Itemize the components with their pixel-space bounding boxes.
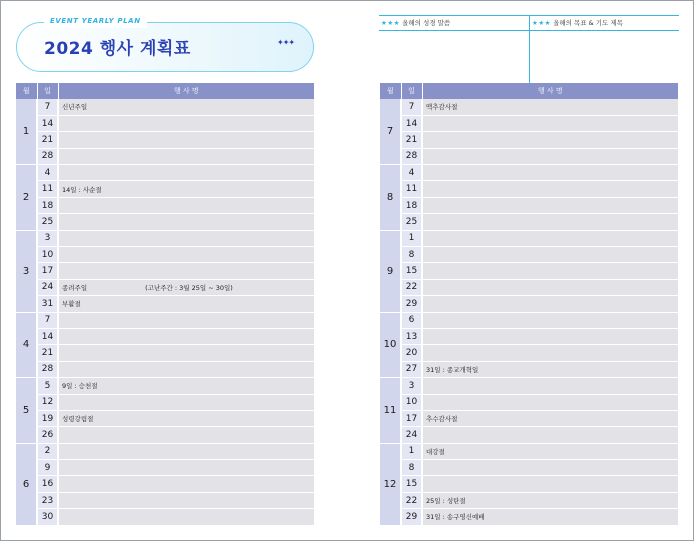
table-row <box>16 509 314 525</box>
event-cell <box>422 312 678 328</box>
day-cell: 11 <box>37 181 58 197</box>
table-row <box>380 132 678 148</box>
event-cell <box>422 132 678 148</box>
event-cell <box>422 230 678 246</box>
day-cell: 13 <box>401 328 422 344</box>
star-icon: ★★★ <box>381 19 400 27</box>
day-cell: 28 <box>401 148 422 164</box>
day-cell: 1 <box>401 230 422 246</box>
event-cell <box>58 312 314 328</box>
day-cell: 23 <box>37 492 58 508</box>
notes-box <box>379 15 679 83</box>
day-cell: 7 <box>37 312 58 328</box>
event-cell <box>422 115 678 131</box>
event-cell <box>58 181 314 197</box>
day-cell: 16 <box>37 476 58 492</box>
event-cell <box>58 509 314 525</box>
table-row <box>16 230 314 246</box>
month-cell: 9 <box>380 230 401 312</box>
event-cell <box>58 279 314 295</box>
day-cell: 4 <box>401 165 422 181</box>
event-name: 종려주일 <box>62 283 88 292</box>
event-table-right <box>380 83 678 526</box>
event-cell <box>422 165 678 181</box>
day-cell: 3 <box>401 378 422 394</box>
event-cell <box>58 410 314 426</box>
table-header-row <box>380 83 678 99</box>
day-cell: 20 <box>401 345 422 361</box>
day-cell: 12 <box>37 394 58 410</box>
day-cell: 4 <box>37 165 58 181</box>
event-cell <box>422 443 678 459</box>
month-cell: 2 <box>16 165 37 231</box>
event-cell <box>58 132 314 148</box>
event-cell <box>422 263 678 279</box>
event-cell <box>422 148 678 164</box>
month-cell: 8 <box>380 165 401 231</box>
table-row <box>380 263 678 279</box>
event-name: 성령강림절 <box>62 415 94 424</box>
table-row <box>380 312 678 328</box>
event-cell <box>422 378 678 394</box>
day-cell: 28 <box>37 361 58 377</box>
goals-prayer-heading <box>530 16 679 31</box>
day-cell: 8 <box>401 460 422 476</box>
table-row <box>380 115 678 131</box>
day-cell: 9 <box>37 460 58 476</box>
table-row <box>380 165 678 181</box>
month-header: 월 <box>380 83 401 99</box>
day-cell: 24 <box>401 427 422 443</box>
event-cell <box>58 460 314 476</box>
table-row <box>16 427 314 443</box>
day-cell: 26 <box>37 427 58 443</box>
day-cell: 6 <box>401 312 422 328</box>
event-cell <box>422 460 678 476</box>
table-row <box>16 296 314 312</box>
event-name: 맥추감사절 <box>426 103 458 112</box>
day-cell: 14 <box>37 328 58 344</box>
event-cell <box>58 263 314 279</box>
event-cell <box>422 296 678 312</box>
month-cell: 10 <box>380 312 401 378</box>
table-row <box>380 148 678 164</box>
table-row <box>16 443 314 459</box>
day-cell: 21 <box>401 132 422 148</box>
event-cell <box>58 247 314 263</box>
banner-caption: EVENT YEARLY PLAN <box>44 14 147 28</box>
day-cell: 15 <box>401 476 422 492</box>
month-cell: 5 <box>16 378 37 444</box>
table-row <box>16 214 314 230</box>
month-cell: 6 <box>16 443 37 525</box>
event-cell <box>422 361 678 377</box>
event-name: 부활절 <box>62 300 81 309</box>
goals-prayer-title: 올해의 목표 & 기도 제목 <box>553 19 623 27</box>
month-cell: 12 <box>380 443 401 525</box>
event-cell <box>58 99 314 115</box>
event-cell <box>58 115 314 131</box>
table-row <box>380 410 678 426</box>
day-cell: 3 <box>37 230 58 246</box>
day-cell: 7 <box>401 99 422 115</box>
day-cell: 15 <box>401 263 422 279</box>
table-row <box>16 328 314 344</box>
day-cell: 1 <box>401 443 422 459</box>
table-row <box>16 361 314 377</box>
day-header: 일 <box>37 83 58 99</box>
event-cell <box>422 427 678 443</box>
event-cell <box>58 214 314 230</box>
event-cell <box>422 99 678 115</box>
day-header: 일 <box>401 83 422 99</box>
event-cell <box>58 345 314 361</box>
table-row <box>380 214 678 230</box>
event-cell <box>58 361 314 377</box>
bible-verse-column <box>379 16 529 84</box>
event-table-left <box>16 83 314 526</box>
day-cell: 5 <box>37 378 58 394</box>
month-cell: 3 <box>16 230 37 312</box>
day-cell: 11 <box>401 181 422 197</box>
table-row <box>16 99 314 115</box>
star-icon: ★★★ <box>532 19 551 27</box>
event-cell <box>58 492 314 508</box>
table-row <box>380 345 678 361</box>
day-cell: 25 <box>401 214 422 230</box>
event-name: 14일 : 사순절 <box>62 185 102 194</box>
event-name: 신년주일 <box>62 103 88 112</box>
day-cell: 19 <box>37 410 58 426</box>
event-name: 9일 : 승천절 <box>62 382 98 391</box>
table-row <box>380 460 678 476</box>
table-row <box>16 492 314 508</box>
table-row <box>16 181 314 197</box>
event-cell <box>422 214 678 230</box>
event-cell <box>58 328 314 344</box>
day-cell: 14 <box>37 115 58 131</box>
day-cell: 30 <box>37 509 58 525</box>
page-title: 2024 행사 계획표 <box>44 39 191 59</box>
event-cell <box>422 328 678 344</box>
table-row <box>380 328 678 344</box>
month-header: 월 <box>16 83 37 99</box>
bible-verse-title: 올해의 성경 말씀 <box>402 19 451 27</box>
goals-prayer-column <box>529 16 679 84</box>
day-cell: 21 <box>37 345 58 361</box>
table-row <box>16 115 314 131</box>
event-cell <box>58 394 314 410</box>
day-cell: 8 <box>401 247 422 263</box>
day-cell: 22 <box>401 492 422 508</box>
event-name: 31일 : 종교개혁일 <box>426 365 479 374</box>
event-cell <box>422 345 678 361</box>
table-row <box>380 427 678 443</box>
event-cell <box>422 410 678 426</box>
sparkle-icon: ✦✦✦ <box>277 38 295 47</box>
table-row <box>16 279 314 295</box>
table-row <box>380 279 678 295</box>
month-cell: 11 <box>380 378 401 444</box>
table-row <box>380 509 678 525</box>
day-cell: 21 <box>37 132 58 148</box>
table-row <box>16 197 314 213</box>
event-name: 31일 : 송구영신예배 <box>426 513 485 522</box>
table-row <box>380 361 678 377</box>
day-cell: 17 <box>37 263 58 279</box>
table-row <box>380 378 678 394</box>
day-cell: 22 <box>401 279 422 295</box>
event-cell <box>58 197 314 213</box>
table-row <box>16 132 314 148</box>
table-row <box>380 99 678 115</box>
table-row <box>16 263 314 279</box>
event-cell <box>58 378 314 394</box>
table-row <box>16 165 314 181</box>
event-cell <box>58 296 314 312</box>
table-row <box>16 394 314 410</box>
table-row <box>16 378 314 394</box>
event-name: 25일 : 성탄절 <box>426 497 466 506</box>
table-row <box>380 492 678 508</box>
event-cell <box>422 509 678 525</box>
event-name: 추수감사절 <box>426 415 458 424</box>
day-cell: 29 <box>401 509 422 525</box>
day-cell: 28 <box>37 148 58 164</box>
day-cell: 18 <box>401 197 422 213</box>
table-row <box>16 148 314 164</box>
event-cell <box>58 148 314 164</box>
event-cell <box>58 427 314 443</box>
table-row <box>380 247 678 263</box>
event-header: 행 사 명 <box>422 83 678 99</box>
event-cell <box>58 476 314 492</box>
event-cell <box>422 197 678 213</box>
bible-verse-heading <box>379 16 529 31</box>
table-header-row <box>16 83 314 99</box>
event-cell <box>58 230 314 246</box>
month-cell: 4 <box>16 312 37 378</box>
table-row <box>16 345 314 361</box>
table-row <box>380 230 678 246</box>
day-cell: 18 <box>37 197 58 213</box>
month-cell: 1 <box>16 99 37 165</box>
table-row <box>16 312 314 328</box>
event-cell <box>422 492 678 508</box>
day-cell: 7 <box>37 99 58 115</box>
day-cell: 10 <box>37 247 58 263</box>
table-row <box>380 394 678 410</box>
day-cell: 14 <box>401 115 422 131</box>
day-cell: 27 <box>401 361 422 377</box>
event-note: (고난주간 : 3월 25일 ~ 30일) <box>145 283 233 292</box>
day-cell: 17 <box>401 410 422 426</box>
day-cell: 24 <box>37 279 58 295</box>
event-cell <box>58 165 314 181</box>
table-row <box>380 181 678 197</box>
event-cell <box>422 476 678 492</box>
table-row <box>380 476 678 492</box>
day-cell: 25 <box>37 214 58 230</box>
event-cell <box>422 394 678 410</box>
table-row <box>16 476 314 492</box>
table-row <box>380 443 678 459</box>
month-cell: 7 <box>380 99 401 165</box>
event-cell <box>422 247 678 263</box>
table-row <box>16 410 314 426</box>
day-cell: 10 <box>401 394 422 410</box>
table-row <box>16 247 314 263</box>
day-cell: 2 <box>37 443 58 459</box>
event-cell <box>422 279 678 295</box>
table-row <box>16 460 314 476</box>
day-cell: 29 <box>401 296 422 312</box>
day-cell: 31 <box>37 296 58 312</box>
event-header: 행 사 명 <box>58 83 314 99</box>
table-row <box>380 296 678 312</box>
event-cell <box>422 181 678 197</box>
table-row <box>380 197 678 213</box>
event-name: 대강절 <box>426 447 445 456</box>
event-cell <box>58 443 314 459</box>
